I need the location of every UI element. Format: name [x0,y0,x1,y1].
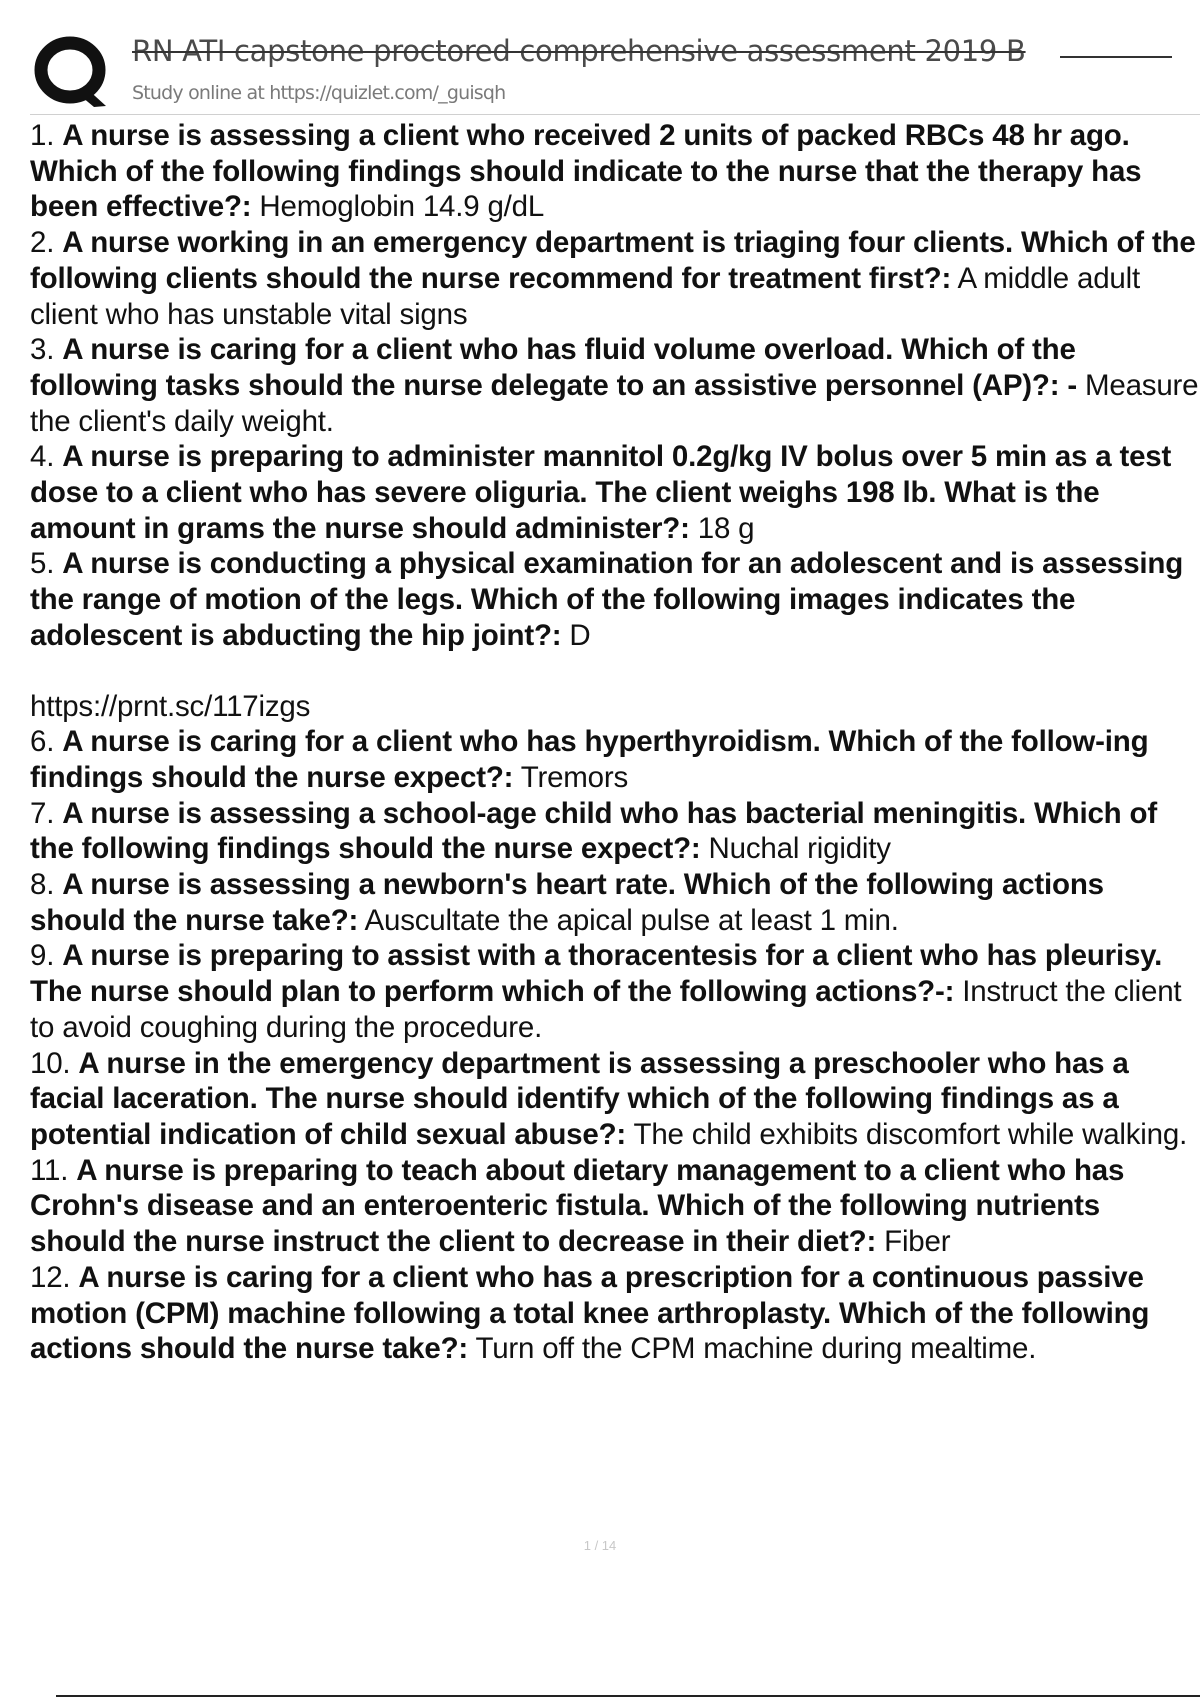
item-number: 11. [30,1153,69,1187]
qa-item-6 [30,724,1200,795]
item-number: 6. [30,725,55,759]
qa-item-10 [30,1046,1200,1153]
bottom-rule [56,1695,1200,1697]
qa-item-1 [30,118,1200,225]
question-text: A nurse is caring for a client who has a prescription for a continuous passive motion (CPM) machine following a total knee arthroplasty. Which of the following actions should the nurse take?: [30,1260,1150,1366]
document-title: RN ATI capstone proctored comprehensive assessment 2019 B [132,34,1026,68]
study-online-link[interactable]: Study online at https://quizlet.com/_guisqh [132,82,506,104]
item-number: 9. [30,939,55,973]
document-header [30,30,1200,116]
qa-item-9 [30,938,1200,1045]
answer-text: Hemoglobin 14.9 g/dL [259,190,545,224]
item-number: 1. [30,119,55,152]
answer-text: A middle adult client who has unstable vital signs [30,261,1140,331]
answer-text: Turn off the CPM machine during mealtime. [475,1332,1037,1366]
page-number: 1 / 14 [583,1538,617,1553]
qa-item-2 [30,225,1200,332]
answer-text: Fiber [884,1225,951,1259]
item-number: 10. [30,1046,71,1080]
question-list [30,118,1200,1367]
answer-text: The child exhibits discomfort while walking. [633,1117,1188,1151]
question-text: A nurse is assessing a newborn's heart rate. Which of the following actions should the nurse take?: [30,868,1104,937]
qa-item-5 [30,546,1200,653]
item-number: 5. [30,547,55,581]
question-text: A nurse in the emergency department is assessing a preschooler who has a facial laceration. The nurse should identify which of the following findings as a potential indication of child sexual abuse?: [30,1046,1129,1151]
quizlet-logo-icon [32,34,112,108]
answer-text: Tremors [520,760,629,794]
image-link[interactable]: https://prnt.sc/117izgs [30,689,311,723]
header-divider [30,114,1200,115]
qa-item-8 [30,867,1200,938]
question-text: A nurse is caring for a client who has fluid volume overload. Which of the following tasks should the nurse delegate to an assistive personnel (AP)?: - [30,333,1077,402]
answer-text: Auscultate the apical pulse at least 1 min. [364,903,899,937]
question-text: A nurse is assessing a client who received 2 units of packed RBCs 48 hr ago. Which of the following findings should indicate to the nurse that the therapy has been effective?: [30,119,1142,224]
answer-text: Measure the client's daily weight. [30,368,1199,438]
item-number: 8. [30,868,55,902]
answer-text: Instruct the client to avoid coughing during the procedure. [30,975,1182,1044]
question-text: A nurse is preparing to teach about dietary management to a client who has Crohn's disease and an enteroenteric fistula. Which of the following nutrients should the nurse instruct the client to decrease in their diet?: [30,1153,1125,1259]
qa-item-12 [30,1260,1200,1367]
qa-item-7 [30,796,1200,867]
item-number: 4. [30,440,55,474]
item-number: 3. [30,333,55,367]
question-text: A nurse is assessing a school-age child who has bacterial meningitis. Which of the following findings should the nurse expect?: [30,796,1157,866]
qa-item-11 [30,1153,1200,1260]
qa-item-4 [30,439,1200,546]
item-number: 2. [30,226,55,260]
answer-text: D [569,618,591,652]
item-number: 12. [30,1260,71,1294]
question-text: A nurse is caring for a client who has hyperthyroidism. Which of the follow-ing findings should the nurse expect?: [30,725,1149,794]
answer-text: 18 g [697,511,755,545]
item-number: 7. [30,796,55,830]
title-strike-rule [1060,56,1172,58]
question-text: A nurse working in an emergency department is triaging four clients. Which of the following clients should the nurse recommend for treatment first?: [30,226,1196,295]
question-text: A nurse is conducting a physical examination for an adolescent and is assessing the range of motion of the legs. Which of the following images indicates the adolescent is abducting the hip joint?: [30,547,1184,652]
answer-text: Nuchal rigidity [708,832,891,866]
question-text: A nurse is preparing to administer mannitol 0.2g/kg IV bolus over 5 min as a test dose to a client who has severe oliguria. The client weighs 198 lb. What is the amount in grams the nurse should administer?: [30,440,1172,545]
question-text: A nurse is preparing to assist with a thoracentesis for a client who has pleurisy. The nurse should plan to perform which of the following actions?-: [30,939,1163,1009]
qa-item-3 [30,332,1200,439]
